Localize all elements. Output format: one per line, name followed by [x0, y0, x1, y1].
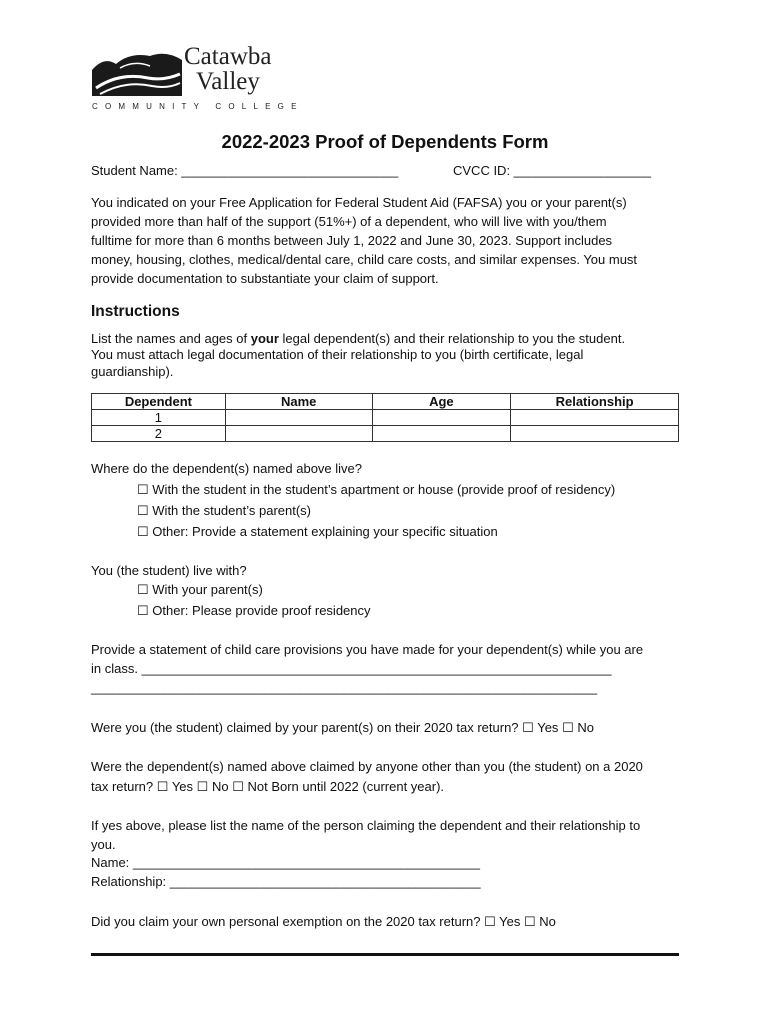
claimed-question: Were you (the student) claimed by your parent(s) on their 2020 tax return?	[91, 720, 519, 735]
table-row	[92, 410, 679, 426]
checkbox[interactable]: ☐	[156, 779, 169, 794]
table-row	[92, 426, 679, 442]
dep-claimed-text: tax return?	[91, 779, 154, 794]
checkbox[interactable]: ☐	[522, 720, 534, 735]
dep-claimed-options	[91, 777, 444, 797]
checkbox[interactable]: ☐	[484, 914, 496, 929]
option-label: With the student’s parent(s)	[152, 503, 312, 518]
option-label: Other: Provide a statement explaining your specific situation	[152, 524, 498, 539]
cvcc-id-line[interactable]: CVCC ID: ___________________	[453, 163, 652, 178]
checkbox[interactable]: ☐	[137, 503, 149, 518]
childcare-answer-line[interactable]: in class. _________________________________________________________________	[91, 661, 612, 676]
intro-line: provided more than half of the support (51%+) of a dependent, who will live with you/them	[91, 214, 607, 229]
exemption-question: Did you claim your own personal exemption on the 2020 tax return?	[91, 914, 481, 929]
dep-claimed-line: Were the dependent(s) named above claimed by anyone other than you (the student) on a 2020	[91, 759, 643, 774]
no-label: No	[211, 779, 229, 794]
where-option	[137, 522, 498, 542]
live-option	[137, 580, 263, 600]
dependent-age-cell[interactable]	[372, 410, 511, 426]
childcare-line: Provide a statement of child care provisions you have made for your dependent(s) while you are	[91, 642, 644, 657]
where-question: Where do the dependent(s) named above live?	[91, 461, 363, 476]
dependent-number: 1	[92, 410, 226, 426]
logo-line-2: Valley	[196, 68, 260, 95]
exemption-question-row	[91, 912, 556, 932]
logo-subtitle: COMMUNITY COLLEGE	[92, 102, 304, 111]
form-title: 2022-2023 Proof of Dependents Form	[221, 131, 549, 152]
college-logo	[90, 43, 304, 116]
dependent-relationship-cell[interactable]	[511, 410, 679, 426]
intro-line: money, housing, clothes, medical/dental care, child care costs, and similar expenses. You must	[91, 252, 638, 267]
childcare-answer-line[interactable]: ______________________________________________________________________	[91, 680, 598, 695]
checkbox[interactable]: ☐	[137, 582, 149, 597]
live-question: You (the student) live with?	[91, 563, 247, 578]
table-header: Relationship	[511, 394, 679, 410]
student-name-line[interactable]: Student Name: ______________________________	[91, 163, 399, 178]
option-label: With the student in the student’s apartment or house (provide proof of residency)	[152, 482, 616, 497]
dependents-table	[91, 393, 679, 442]
claimed-question-row	[91, 718, 594, 738]
instructions-emphasis: your	[250, 331, 279, 346]
instructions-text: legal dependent(s) and their relationship to you the student.	[278, 331, 626, 346]
where-option	[137, 501, 311, 521]
instructions-heading: Instructions	[91, 303, 180, 320]
mountain-logo-icon	[90, 48, 182, 98]
table-header: Dependent	[92, 394, 226, 410]
instructions-line: guardianship).	[91, 364, 174, 379]
bottom-divider	[91, 953, 679, 956]
instructions-text: List the names and ages of	[91, 331, 251, 346]
checkbox[interactable]: ☐	[137, 482, 149, 497]
checkbox[interactable]: ☐	[562, 720, 574, 735]
checkbox[interactable]: ☐	[232, 779, 244, 794]
option-label: With your parent(s)	[152, 582, 263, 597]
name-line[interactable]: Name: ________________________________________________	[91, 855, 480, 870]
dependent-name-cell[interactable]	[225, 426, 372, 442]
table-header: Name	[225, 394, 372, 410]
no-label: No	[577, 720, 594, 735]
if-yes-line: you.	[91, 837, 116, 852]
yes-label: Yes	[171, 779, 194, 794]
option-label: Other: Please provide proof residency	[152, 603, 371, 618]
intro-line: You indicated on your Free Application for Federal Student Aid (FAFSA) you or your parent(s)	[91, 195, 627, 210]
instructions-line: You must attach legal documentation of their relationship to you (birth certificate, legal	[91, 347, 584, 362]
no-label: No	[539, 914, 556, 929]
college-name	[184, 44, 271, 94]
checkbox[interactable]: ☐	[137, 603, 149, 618]
table-header-row	[92, 394, 679, 410]
checkbox[interactable]: ☐	[196, 779, 209, 794]
checkbox[interactable]: ☐	[137, 524, 149, 539]
dependent-number: 2	[92, 426, 226, 442]
not-born-label: Not Born until 2022 (current year).	[247, 779, 445, 794]
intro-line: provide documentation to substantiate your claim of support.	[91, 271, 439, 286]
if-yes-line: If yes above, please list the name of the person claiming the dependent and their relationship to	[91, 818, 641, 833]
intro-line: fulltime for more than 6 months between July 1, 2022 and June 30, 2023. Support includes	[91, 233, 613, 248]
dependent-name-cell[interactable]	[225, 410, 372, 426]
table-header: Age	[372, 394, 511, 410]
dependent-relationship-cell[interactable]	[511, 426, 679, 442]
relationship-line[interactable]: Relationship: ___________________________________________	[91, 874, 481, 889]
yes-label: Yes	[537, 720, 559, 735]
where-option	[137, 480, 615, 500]
dependent-age-cell[interactable]	[372, 426, 511, 442]
checkbox[interactable]: ☐	[524, 914, 536, 929]
logo-line-1: Catawba	[184, 43, 272, 70]
live-option	[137, 601, 371, 621]
yes-label: Yes	[499, 914, 521, 929]
